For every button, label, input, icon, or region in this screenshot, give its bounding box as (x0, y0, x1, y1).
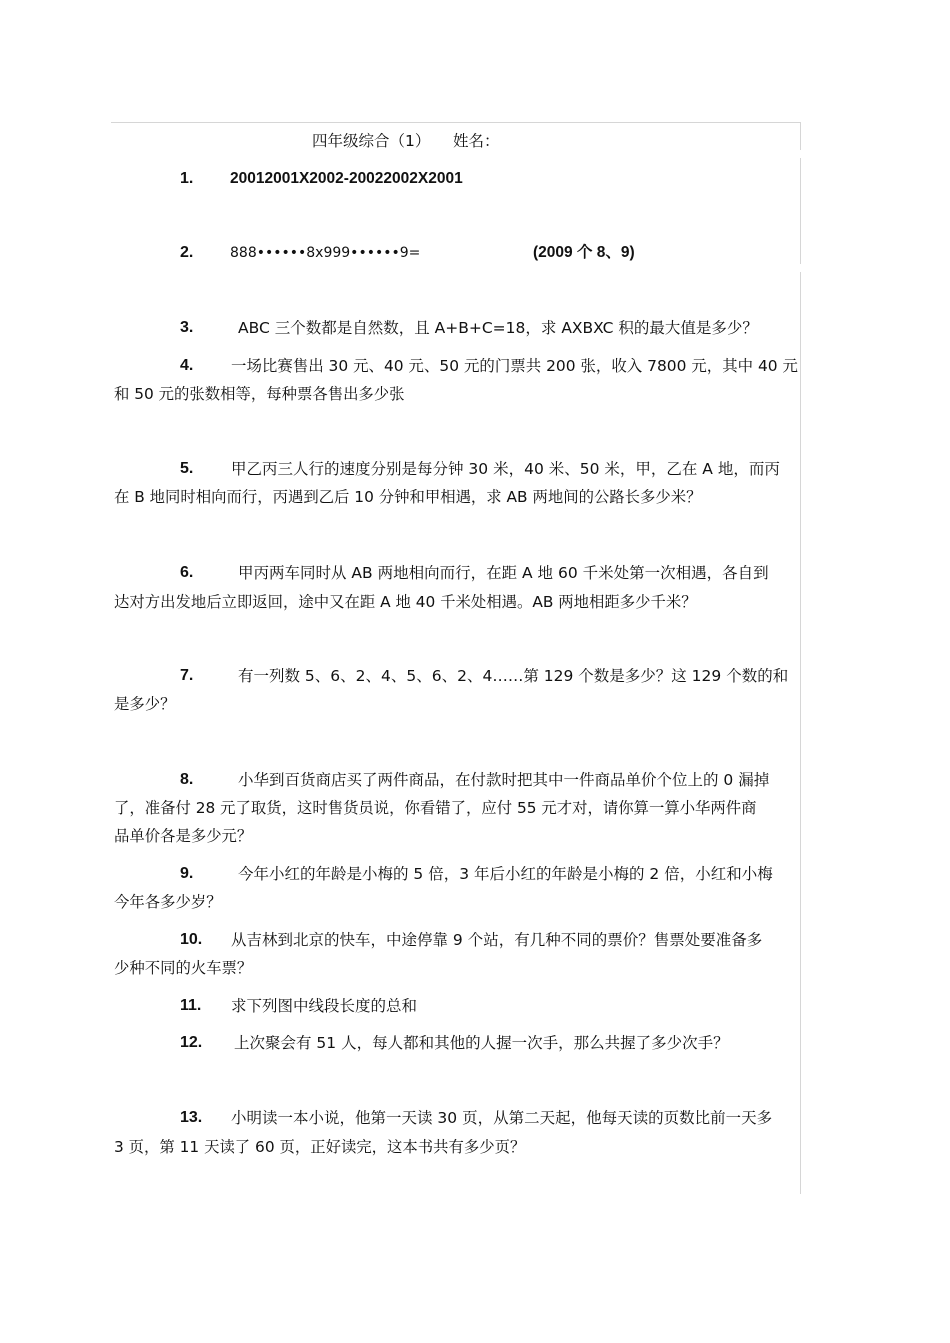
question-6-number: 6. (180, 564, 194, 581)
question-5-line-2: 在 B 地同时相向而行，丙遇到乙后 10 分钟和甲相遇，求 AB 两地间的公路长多少米？ (114, 488, 702, 506)
right-rule-middle (800, 158, 801, 264)
question-11-text: 求下列图中线段长度的总和 (231, 997, 418, 1015)
question-3-number: 3. (180, 319, 194, 336)
question-12-number: 12. (180, 1034, 203, 1051)
question-7-line-2: 是多少？ (114, 695, 176, 713)
question-2-number: 2. (180, 244, 194, 261)
question-4-number: 4. (180, 357, 194, 374)
question-8-line-2: 了，准备付 28 元了取货，这时售货员说，你看错了，应付 55 元才对，请你算一算小华两件商 (114, 799, 757, 817)
name-label: 姓名： (453, 132, 500, 150)
question-9-line-2: 今年各多少岁？ (114, 893, 222, 911)
right-rule-lower (800, 272, 801, 1194)
question-12-text: 上次聚会有 51 人，每人都和其他的人握一次手，那么共握了多少次手？ (234, 1034, 729, 1052)
question-4-line-2: 和 50 元的张数相等，每种票各售出多少张 (114, 385, 405, 403)
question-13-line-2: 3 页，第 11 天读了 60 页，正好读完，这本书共有多少页？ (114, 1138, 526, 1156)
question-1-text: 20012001X2002-20022002X2001 (230, 170, 463, 187)
question-7-number: 7. (180, 667, 194, 684)
question-9-number: 9. (180, 865, 194, 882)
right-rule-upper (800, 122, 801, 150)
question-5-line-1: 甲乙丙三人行的速度分别是每分钟 30 米，40 米、50 米，甲，乙在 A 地，而丙 (231, 460, 780, 478)
question-13-line-1: 小明读一本小说，他第一天读 30 页，从第二天起，他每天读的页数比前一天多 (231, 1109, 773, 1127)
question-4-line-1: 一场比赛售出 30 元、40 元、50 元的门票共 200 张，收入 7800 元，其中 40 元 (231, 357, 798, 375)
worksheet-title: 四年级综合（1） (312, 132, 431, 150)
question-5-number: 5. (180, 460, 194, 477)
question-10-line-1: 从吉林到北京的快车，中途停靠 9 个站，有几种不同的票价？售票处要准备多 (231, 931, 763, 949)
question-13-number: 13. (180, 1109, 203, 1126)
question-8-line-3: 品单价各是多少元？ (114, 827, 253, 845)
question-2-note: (2009 个 8、9) (533, 244, 635, 261)
question-8-line-1: 小华到百货商店买了两件商品，在付款时把其中一件商品单价个位上的 0 漏掉 (238, 771, 770, 789)
question-2-text: 888••••••8x999••••••9= (230, 245, 421, 261)
question-9-line-1: 今年小红的年龄是小梅的 5 倍，3 年后小红的年龄是小梅的 2 倍，小红和小梅 (238, 865, 773, 883)
question-10-number: 10. (180, 931, 203, 948)
question-6-line-2: 达对方出发地后立即返回，途中又在距 A 地 40 千米处相遇。AB 两地相距多少千米？ (114, 593, 697, 611)
question-1-number: 1. (180, 170, 194, 187)
question-11-number: 11. (180, 997, 202, 1014)
top-rule (111, 122, 801, 123)
question-7-line-1: 有一列数 5、6、2、4、5、6、2、4……第 129 个数是多少？这 129 个数的和 (238, 667, 789, 685)
question-6-line-1: 甲丙两车同时从 AB 两地相向而行，在距 A 地 60 千米处第一次相遇，各自到 (238, 564, 769, 582)
question-8-number: 8. (180, 771, 194, 788)
question-10-line-2: 少种不同的火车票？ (114, 959, 253, 977)
question-3-text: ABC 三个数都是自然数，且 A+B+C=18，求 AXBXC 积的最大值是多少？ (238, 319, 758, 337)
